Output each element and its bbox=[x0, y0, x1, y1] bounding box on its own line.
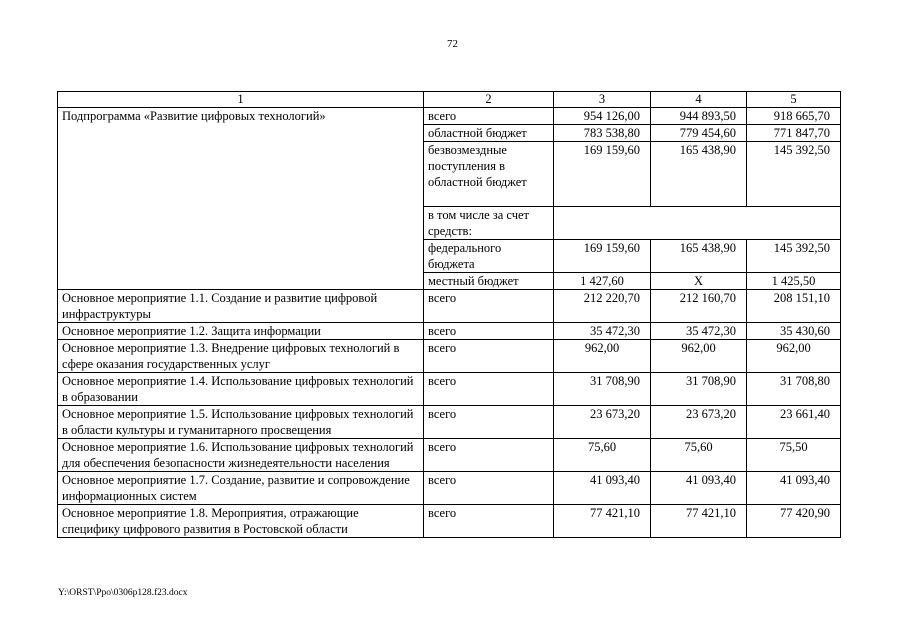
funding-source: всего bbox=[424, 290, 554, 323]
activity-name: Основное мероприятие 1.3. Внедрение цифровых технологий в сфере оказания государственных услуг bbox=[58, 340, 424, 373]
funding-source: федерального бюджета bbox=[424, 240, 554, 273]
funding-source: всего bbox=[424, 505, 554, 538]
table-row bbox=[58, 340, 841, 373]
funding-source: всего bbox=[424, 439, 554, 472]
activity-name: Основное мероприятие 1.6. Использование цифровых технологий для обеспечения безопасности жизнедеятельности населения bbox=[58, 439, 424, 472]
value-col-4: Х bbox=[651, 273, 747, 290]
table-row bbox=[58, 439, 841, 472]
activity-name: Основное мероприятие 1.5. Использование цифровых технологий в области культуры и гуманитарного просвещения bbox=[58, 406, 424, 439]
value-col-5: 918 665,70 bbox=[747, 108, 841, 125]
value-col-5: 145 392,50 bbox=[747, 142, 841, 207]
value-col-4: 165 438,90 bbox=[651, 240, 747, 273]
funding-source: безвозмездные поступления в областной бюджет bbox=[424, 142, 554, 207]
value-col-3: 783 538,80 bbox=[554, 125, 651, 142]
value-col-5: 31 708,80 bbox=[747, 373, 841, 406]
funding-source: всего bbox=[424, 472, 554, 505]
value-col-3: 35 472,30 bbox=[554, 323, 651, 340]
column-header-1: 1 bbox=[58, 92, 424, 108]
table-row bbox=[58, 505, 841, 538]
funding-source: местный бюджет bbox=[424, 273, 554, 290]
activity-name: Основное мероприятие 1.2. Защита информации bbox=[58, 323, 424, 340]
table-row bbox=[58, 108, 841, 125]
value-col-5: 1 425,50 bbox=[747, 273, 841, 290]
value-col-4: 944 893,50 bbox=[651, 108, 747, 125]
value-col-3: 41 093,40 bbox=[554, 472, 651, 505]
table-row bbox=[58, 290, 841, 323]
value-col-5: 77 420,90 bbox=[747, 505, 841, 538]
table-row bbox=[58, 472, 841, 505]
value-col-3: 75,60 bbox=[554, 439, 651, 472]
value-col-3: 169 159,60 bbox=[554, 142, 651, 207]
column-header-4: 4 bbox=[651, 92, 747, 108]
value-col-3: 169 159,60 bbox=[554, 240, 651, 273]
activity-name: Основное мероприятие 1.1. Создание и развитие цифровой инфраструктуры bbox=[58, 290, 424, 323]
value-col-4: 23 673,20 bbox=[651, 406, 747, 439]
table-row bbox=[58, 406, 841, 439]
value-col-3: 212 220,70 bbox=[554, 290, 651, 323]
funding-source: в том числе за счет средств: bbox=[424, 207, 554, 240]
value-col-5: 23 661,40 bbox=[747, 406, 841, 439]
value-col-3: 962,00 bbox=[554, 340, 651, 373]
funding-source: всего bbox=[424, 323, 554, 340]
value-col-5: 962,00 bbox=[747, 340, 841, 373]
column-header-2: 2 bbox=[424, 92, 554, 108]
activity-name: Основное мероприятие 1.7. Создание, развитие и сопровождение информационных систем bbox=[58, 472, 424, 505]
funding-source: всего bbox=[424, 340, 554, 373]
value-col-3: 77 421,10 bbox=[554, 505, 651, 538]
value-col-3: 954 126,00 bbox=[554, 108, 651, 125]
column-header-5: 5 bbox=[747, 92, 841, 108]
value-col-4: 31 708,90 bbox=[651, 373, 747, 406]
value-col-3: 23 673,20 bbox=[554, 406, 651, 439]
value-col-5: 35 430,60 bbox=[747, 323, 841, 340]
value-col-5: 208 151,10 bbox=[747, 290, 841, 323]
file-path-footer: Y:\ORST\Ppo\0306p128.f23.docx bbox=[58, 588, 188, 598]
table-row bbox=[58, 323, 841, 340]
column-header-3: 3 bbox=[554, 92, 651, 108]
value-col-3: 1 427,60 bbox=[554, 273, 651, 290]
page-number: 72 bbox=[447, 38, 458, 50]
value-col-4: 35 472,30 bbox=[651, 323, 747, 340]
value-col-4: 962,00 bbox=[651, 340, 747, 373]
funding-source: областной бюджет bbox=[424, 125, 554, 142]
empty-values bbox=[554, 207, 841, 240]
value-col-4: 41 093,40 bbox=[651, 472, 747, 505]
subprogram-name: Подпрограмма «Развитие цифровых технологий» bbox=[58, 108, 424, 290]
funding-source: всего bbox=[424, 373, 554, 406]
value-col-5: 41 093,40 bbox=[747, 472, 841, 505]
value-col-5: 771 847,70 bbox=[747, 125, 841, 142]
activity-name: Основное мероприятие 1.8. Мероприятия, отражающие специфику цифрового развития в Ростовской области bbox=[58, 505, 424, 538]
budget-table bbox=[57, 91, 841, 538]
value-col-5: 145 392,50 bbox=[747, 240, 841, 273]
value-col-4: 779 454,60 bbox=[651, 125, 747, 142]
funding-source: всего bbox=[424, 108, 554, 125]
value-col-4: 77 421,10 bbox=[651, 505, 747, 538]
value-col-3: 31 708,90 bbox=[554, 373, 651, 406]
table-row bbox=[58, 373, 841, 406]
value-col-4: 75,60 bbox=[651, 439, 747, 472]
header-row bbox=[58, 92, 841, 108]
funding-source: всего bbox=[424, 406, 554, 439]
activity-name: Основное мероприятие 1.4. Использование цифровых технологий в образовании bbox=[58, 373, 424, 406]
value-col-4: 165 438,90 bbox=[651, 142, 747, 207]
value-col-5: 75,50 bbox=[747, 439, 841, 472]
value-col-4: 212 160,70 bbox=[651, 290, 747, 323]
